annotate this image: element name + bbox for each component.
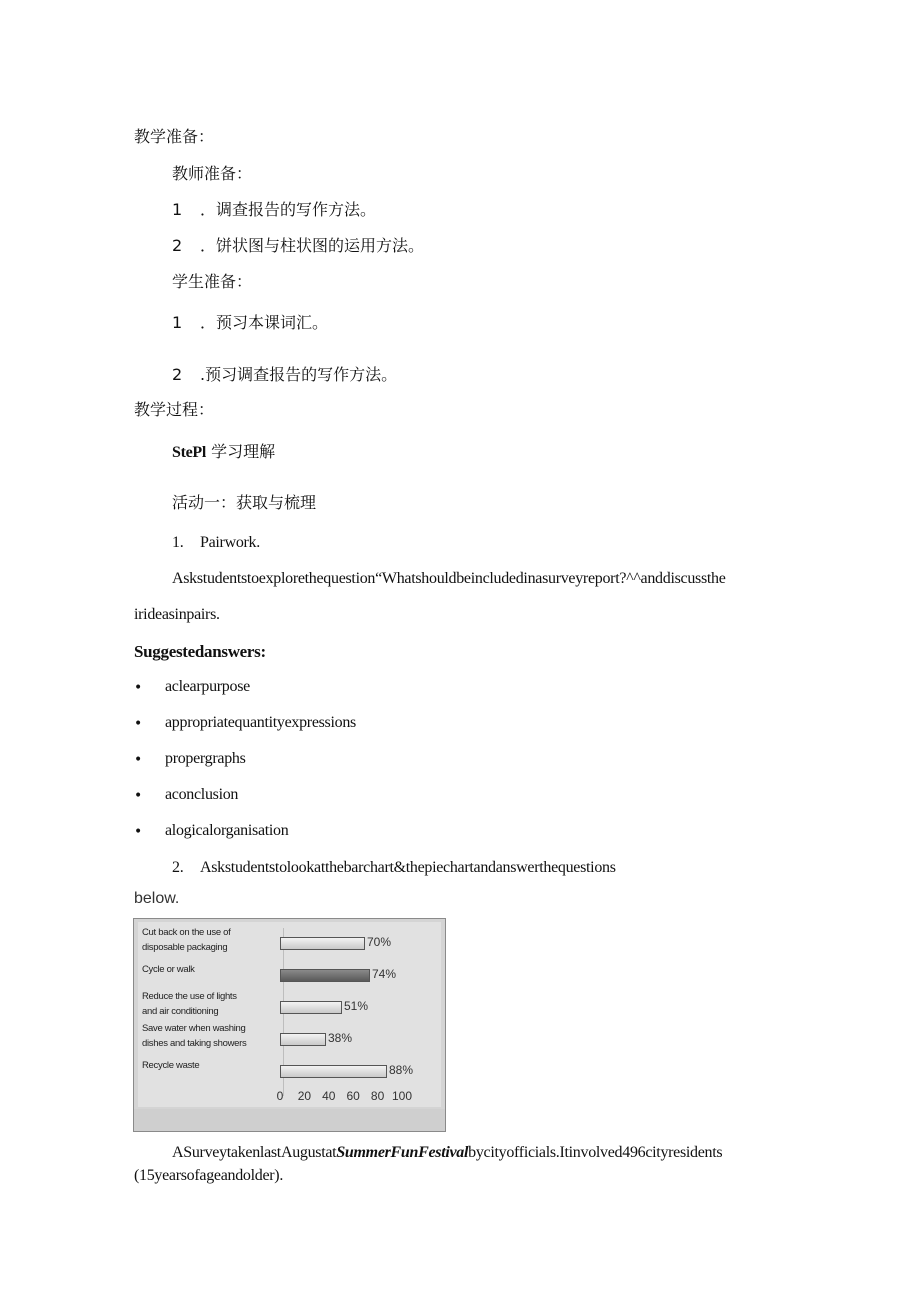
bar	[280, 1001, 342, 1014]
category-label: Cut back on the use of disposable packaging	[142, 927, 231, 953]
value-label: 70%	[367, 935, 392, 949]
chart-footer-band	[134, 1109, 445, 1131]
bullet: •	[134, 752, 143, 768]
ask-line-2: irideasinpairs.	[134, 606, 220, 623]
category-label: Save water when washing dishes and taking showers	[142, 1023, 247, 1049]
item-text: ．调查报告的写作方法。	[200, 200, 377, 219]
bar	[280, 937, 365, 950]
x-tick-label: 20	[297, 1089, 312, 1103]
x-tick-label: 80	[370, 1089, 385, 1103]
caption-after: bycityofficials.Itinvolved496cityresidents	[468, 1144, 723, 1161]
value-label: 74%	[372, 967, 397, 981]
item-number: 1.	[172, 534, 184, 551]
bullet: •	[134, 680, 143, 696]
bullet: •	[134, 716, 143, 732]
x-tick-label: 60	[346, 1089, 360, 1103]
teacher-prep-item-2	[172, 236, 424, 256]
prep-heading: 教学准备：	[134, 127, 215, 146]
bar	[280, 1033, 326, 1046]
item-text: ．预习本课词汇。	[200, 313, 329, 332]
activity-title: 活动一：获取与梳理	[172, 493, 317, 512]
pairwork-item	[172, 533, 260, 553]
item-number: 2.	[172, 859, 184, 876]
survey-caption-line-1	[172, 1143, 722, 1163]
x-tick-label: 100	[391, 1089, 413, 1103]
item-number: 1	[172, 200, 183, 219]
chart-question-item	[172, 858, 616, 878]
bullet: •	[134, 788, 143, 804]
survey-caption-line-2: (15yearsofageandolder).	[134, 1167, 284, 1184]
category-label: Reduce the use of lights and air conditioning	[142, 991, 237, 1017]
answer-text: appropriatequantityexpressions	[165, 714, 356, 731]
student-prep-item-1	[172, 313, 328, 333]
answer-text: aconclusion	[165, 786, 239, 803]
item-number: 1	[172, 313, 183, 332]
category-label: Cycle or walk	[142, 964, 195, 975]
step-label: 学习理解	[206, 442, 276, 461]
step-prefix: StePl	[172, 444, 207, 461]
answer-text: aclearpurpose	[165, 678, 250, 695]
festival-name: SummerFunFestival	[336, 1144, 469, 1161]
bar	[280, 969, 370, 982]
answer-text: propergraphs	[165, 750, 246, 767]
value-label: 88%	[389, 1063, 414, 1077]
suggested-heading: Suggestedanswers:	[134, 642, 266, 661]
bar-chart	[133, 918, 446, 1132]
item-text: Askstudentstolookatthebarchart&thepiechartandanswerthequestions	[200, 859, 616, 876]
item-number: 2	[172, 236, 183, 255]
answer-text: alogicalorganisation	[165, 822, 289, 839]
bullet: •	[134, 824, 143, 840]
teacher-prep-item-1	[172, 200, 376, 220]
caption-before: ASurveytakenlastAugustat	[172, 1144, 337, 1161]
step-title	[172, 442, 275, 463]
student-prep-heading: 学生准备：	[172, 272, 253, 291]
x-tick-label: 0	[276, 1089, 284, 1103]
category-label: Recycle waste	[142, 1060, 200, 1071]
student-prep-item-2	[172, 365, 397, 385]
item-number: 2	[172, 365, 183, 384]
x-tick-label: 40	[322, 1089, 336, 1103]
bar	[280, 1065, 387, 1078]
value-label: 51%	[344, 999, 369, 1013]
ask-line-1: Askstudentstoexplorethequestion“Whatshouldbeincludedinasurveyreport?^^anddiscussthe	[172, 570, 726, 587]
item-text: Pairwork.	[200, 534, 260, 551]
value-label: 38%	[328, 1031, 353, 1045]
below-text: below.	[134, 890, 180, 907]
process-heading: 教学过程：	[134, 400, 215, 419]
item-text: ．饼状图与柱状图的运用方法。	[200, 236, 425, 255]
teacher-prep-heading: 教师准备：	[172, 164, 253, 183]
item-text: .预习调查报告的写作方法。	[200, 365, 398, 384]
